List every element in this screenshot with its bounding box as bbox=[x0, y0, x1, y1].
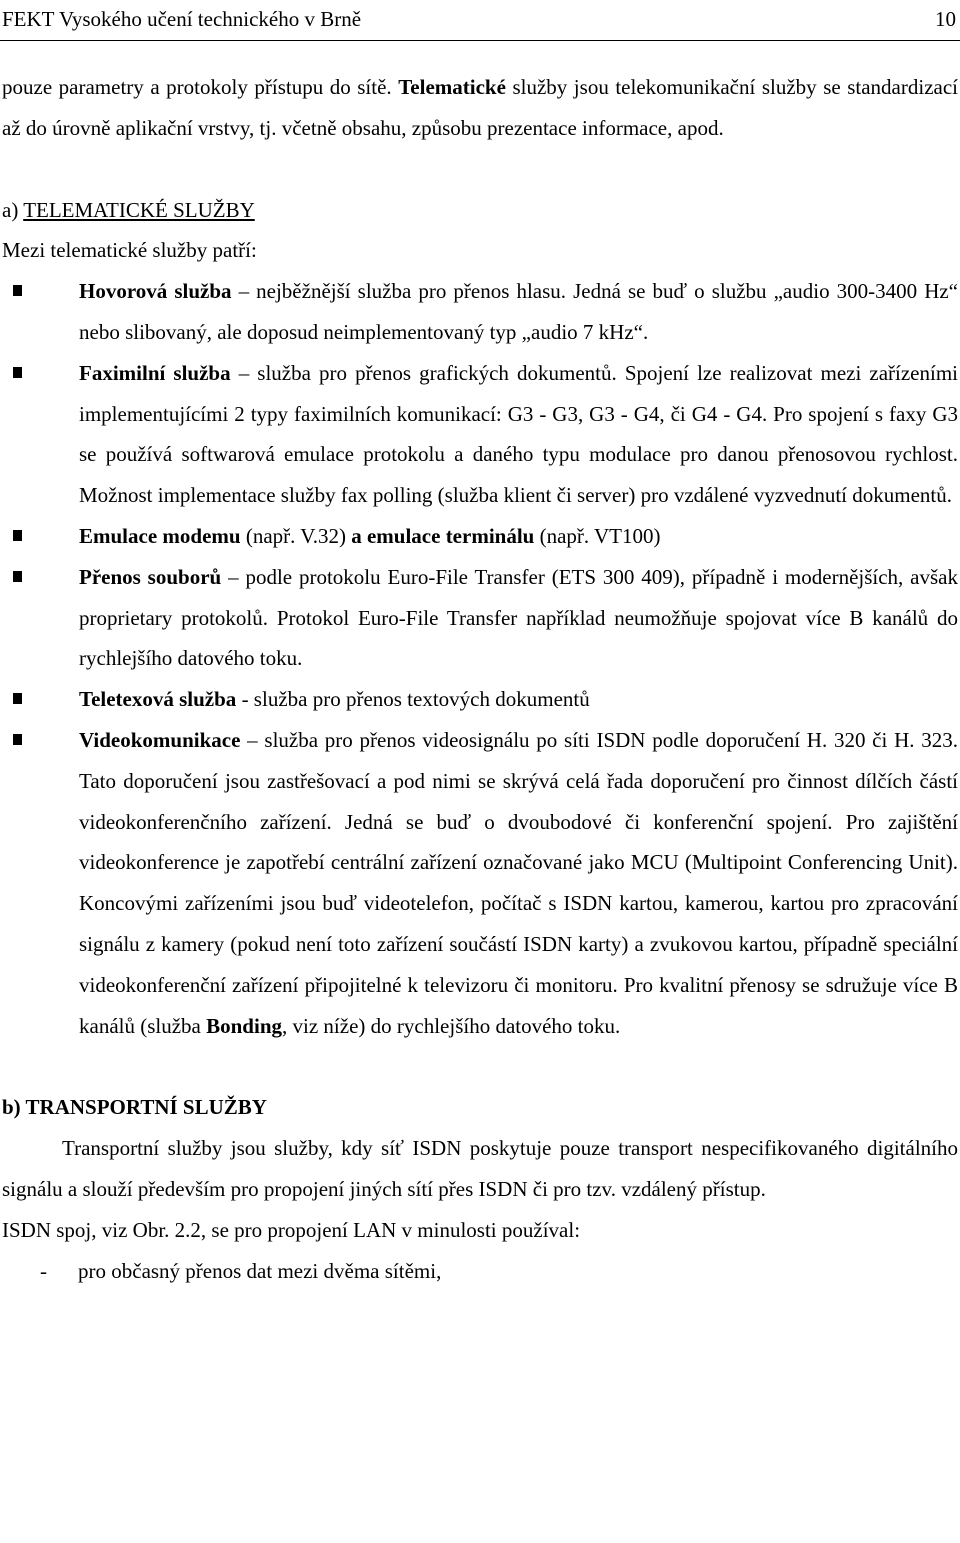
item-bold: Teletexová služba bbox=[79, 687, 237, 712]
section-b-paragraph: Transportní služby jsou služby, kdy síť ISDN poskytuje pouze transport nespecifikovaného digitálního signálu a slouží především pro propojení jiných sítí přes ISDN či pro tzv. vzdálený přístup. bbox=[2, 1136, 958, 1201]
section-a-prefix: a) bbox=[2, 197, 24, 222]
section-a-heading bbox=[2, 190, 958, 231]
item-bold: Přenos souborů bbox=[79, 564, 222, 589]
intro-text-2: služby jsou telekomunikační služby se standardizací až do úrovně aplikační vrstvy, tj. včetně obsahu, způsobu prezentace informace, apod. bbox=[2, 75, 958, 140]
dash-bullet: - bbox=[40, 1258, 47, 1283]
intro-bold: Telematické bbox=[398, 75, 506, 99]
item-bold: Emulace modemu bbox=[79, 523, 241, 548]
list-item-prenos-souboru bbox=[2, 557, 958, 679]
bullet-square-icon bbox=[13, 693, 22, 704]
section-a-lead: Mezi telematické služby patří: bbox=[2, 238, 257, 263]
item-bold: Faximilní služba bbox=[79, 360, 231, 385]
item-text-2: , viz níže) do rychlejšího datového toku. bbox=[282, 1013, 621, 1038]
item-text-2: (např. VT100) bbox=[534, 523, 661, 548]
bullet-square-icon bbox=[13, 367, 22, 378]
section-b-heading bbox=[2, 1087, 958, 1128]
item-bold: Hovorová služba bbox=[79, 279, 232, 304]
bullet-square-icon bbox=[13, 530, 22, 541]
dash-list-item bbox=[2, 1251, 958, 1292]
list-item-videokomunikace bbox=[2, 720, 958, 1046]
telematic-services-list bbox=[2, 271, 958, 1046]
item-text: – služba pro přenos grafických dokumentů. Spojení lze realizovat mezi zařízeními implementujícími 2 typy faximilních komunikací: G3 - G3, G3 - G4, či G4 - G4. Pro spojení s faxy G3 se používá softwarová emulace protokolu a daného typu modulace pro danou přenosovou rychlost. Možnost implementace služby fax polling (služba klient či server) pro vzdálené vyzvednutí dokumentů. bbox=[79, 360, 958, 508]
item-text: – služba pro přenos videosignálu po síti ISDN podle doporučení H. 320 či H. 323. Tato doporučení jsou zastřešovací a pod nimi se skrývá celá řada doporučení pro činnost dílčích částí videokonferenčního zařízení. Jedná se buď o dvoubodové či konferenční spojení. Pro zajištění videokonference je zapotřebí centrální zařízení označované jako MCU (Multipoint Conferencing Unit). Koncovými zařízeními jsou buď videotelefon, počítač s ISDN kartou, kamerou, kartou pro zpracování signálu z kamery (pokud není toto zařízení součástí ISDN karty) a zvukovou kartou, případně speciální videokonferenční zařízení připojitelné k televizoru či monitoru. Pro kvalitní přenosy se sdružuje více B kanálů (služba bbox=[79, 727, 958, 1038]
bullet-square-icon bbox=[13, 734, 22, 745]
item-text: (např. V.32) bbox=[240, 523, 352, 548]
item-text: – nejběžnější služba pro přenos hlasu. Jedná se buď o službu „audio 300-3400 Hz“ nebo slibovaný, ale doposud neimplementovaný typ „audio 7 kHz“. bbox=[79, 279, 958, 344]
intro-paragraph bbox=[2, 67, 958, 149]
bullet-square-icon bbox=[13, 571, 22, 582]
item-text: - služba pro přenos textových dokumentů bbox=[236, 687, 590, 712]
list-item-faximilni bbox=[2, 353, 958, 516]
list-item-emulace bbox=[2, 516, 958, 557]
intro-text-1: pouze parametry a protokoly přístupu do sítě. bbox=[2, 75, 399, 99]
item-bold-2: Bonding bbox=[206, 1013, 283, 1038]
item-text: – podle protokolu Euro-File Transfer (ETS 300 409), případně i modernějších, avšak proprietary protokolů. Protokol Euro-File Transfer například neumožňuje spojovat více B kanálů do rychlejšího datového toku. bbox=[79, 564, 958, 671]
header-title: FEKT Vysokého učení technického v Brně bbox=[2, 7, 362, 31]
item-bold: Videokomunikace bbox=[79, 727, 241, 752]
page-header bbox=[0, 0, 960, 41]
dash-item-text: pro občasný přenos dat mezi dvěma sítěmi, bbox=[78, 1258, 442, 1283]
list-item-hovorova bbox=[2, 271, 958, 353]
item-bold-2: a emulace terminálu bbox=[351, 523, 535, 548]
section-a-title: TELEMATICKÉ SLUŽBY bbox=[23, 197, 255, 222]
document-body bbox=[2, 67, 958, 1291]
page-number: 10 bbox=[935, 7, 956, 31]
section-b-prefix: b) bbox=[2, 1095, 26, 1120]
isdn-line: ISDN spoj, viz Obr. 2.2, se pro propojení LAN v minulosti používal: bbox=[2, 1217, 581, 1242]
bullet-square-icon bbox=[13, 285, 22, 296]
list-item-teletex bbox=[2, 679, 958, 720]
section-b-title: TRANSPORTNÍ SLUŽBY bbox=[25, 1095, 267, 1120]
